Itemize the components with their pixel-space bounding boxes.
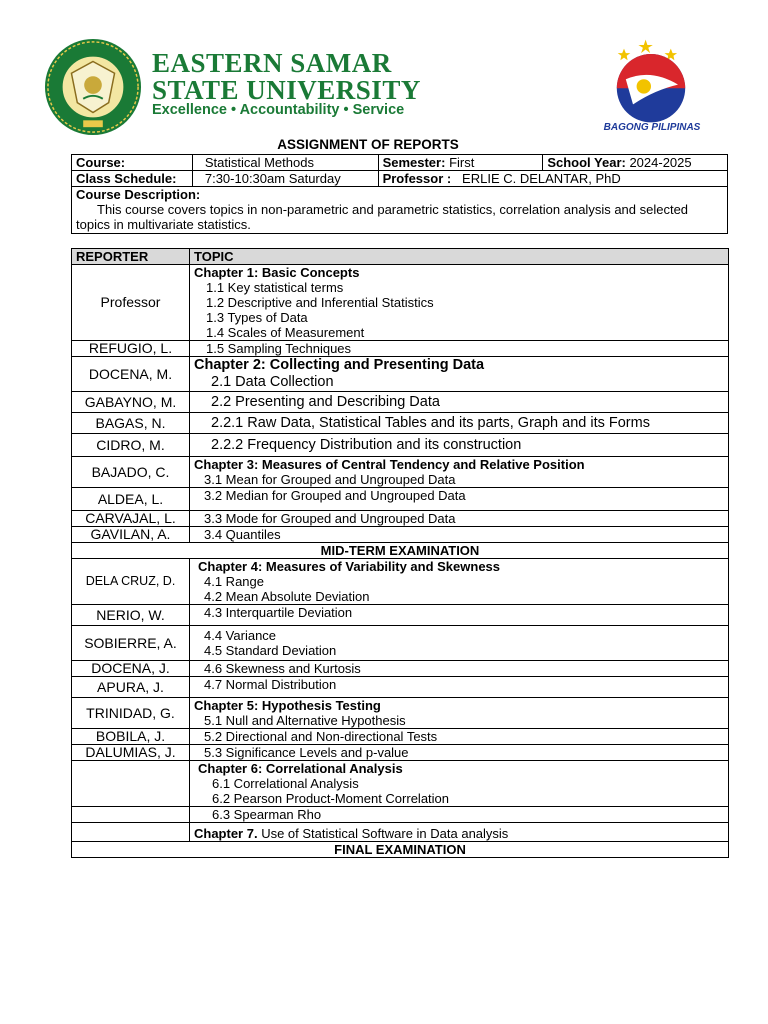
topic-cell (190, 527, 729, 543)
chapter-heading: Chapter 5: Hypothesis Testing (194, 698, 381, 713)
topic-item: 1.3 Types of Data (206, 310, 308, 325)
table-row (72, 605, 729, 626)
table-row (72, 527, 729, 543)
reporter-cell: NERIO, W. (72, 605, 190, 626)
topic-item: 3.2 Median for Grouped and Ungrouped Data (204, 488, 466, 503)
reporter-cell: DOCENA, J. (72, 661, 190, 677)
professor-cell (378, 171, 727, 187)
topic-item: 1.5 Sampling Techniques (206, 341, 352, 356)
reporter-cell: BAJADO, C. (72, 457, 190, 488)
table-row (72, 677, 729, 698)
topic-cell (190, 729, 729, 745)
school-year-label: School Year: (547, 155, 626, 170)
reporter-cell: APURA, J. (72, 677, 190, 698)
topic-cell (190, 511, 729, 527)
topic-cell (190, 626, 729, 661)
course-description-text: This course covers topics in non-parametric and parametric statistics, correlation analysis and selected topics in multivariate statistics. (76, 202, 689, 232)
table-row (72, 661, 729, 677)
topic-item: 3.3 Mode for Grouped and Ungrouped Data (204, 511, 456, 526)
topic-cell (190, 698, 729, 729)
reporter-cell: DOCENA, M. (72, 357, 190, 392)
reporter-cell: SOBIERRE, A. (72, 626, 190, 661)
topic-item: 2.2.2 Frequency Distribution and its construction (211, 436, 522, 453)
topic-cell (190, 434, 729, 457)
course-description-cell (72, 187, 728, 234)
midterm-exam-label: MID-TERM EXAMINATION (72, 543, 729, 559)
topic-item: 3.4 Quantiles (204, 527, 281, 542)
topic-item: 6.1 Correlational Analysis (212, 776, 359, 791)
chapter-heading: Chapter 1: Basic Concepts (194, 265, 360, 280)
table-row (72, 434, 729, 457)
reporter-cell: DALUMIAS, J. (72, 745, 190, 761)
table-row (72, 488, 729, 511)
topic-cell (190, 265, 729, 341)
document-title: ASSIGNMENT OF REPORTS (277, 137, 459, 152)
course-description-label: Course Description: (76, 187, 201, 202)
table-header-row (72, 249, 729, 265)
midterm-exam-row (72, 543, 729, 559)
reporter-cell (72, 807, 190, 823)
bagong-pilipinas-label: BAGONG PILIPINAS (603, 122, 701, 133)
reporter-cell (72, 823, 190, 842)
reporter-cell: GAVILAN, A. (72, 527, 190, 543)
chapter-heading: Chapter 4: Measures of Variability and Skewness (198, 559, 501, 574)
topic-cell (190, 559, 729, 605)
topic-item: 2.1 Data Collection (211, 374, 334, 390)
reporter-cell: BOBILA, J. (72, 729, 190, 745)
reporter-cell: BAGAS, N. (72, 413, 190, 434)
table-row (72, 265, 729, 341)
course-info-table (71, 154, 728, 234)
final-exam-label: FINAL EXAMINATION (72, 842, 729, 858)
table-row (72, 807, 729, 823)
topic-item: 5.3 Significance Levels and p-value (204, 745, 409, 760)
topic-item: 4.7 Normal Distribution (204, 677, 337, 692)
chapter-heading: Chapter 2: Collecting and Presenting Data (194, 357, 485, 373)
bagong-pilipinas-logo (606, 36, 696, 126)
topic-cell (190, 357, 729, 392)
course-value: Statistical Methods (192, 155, 378, 171)
chapter-heading: Chapter 6: Correlational Analysis (198, 761, 403, 776)
chapter-heading: Chapter 3: Measures of Central Tendency and Relative Position (194, 457, 585, 472)
topic-item: 1.1 Key statistical terms (206, 280, 344, 295)
university-seal (44, 38, 142, 136)
table-row (72, 341, 729, 357)
semester-label: Semester: (382, 155, 446, 170)
table-row (72, 457, 729, 488)
school-year-cell (543, 155, 728, 171)
topic-cell (190, 392, 729, 413)
topic-item: 4.1 Range (204, 574, 264, 589)
schedule-value: 7:30-10:30am Saturday (192, 171, 378, 187)
schedule-label: Class Schedule: (72, 171, 193, 187)
reporter-cell: Professor (72, 265, 190, 341)
topic-item: 6.3 Spearman Rho (212, 807, 322, 822)
table-row (72, 413, 729, 434)
table-row (72, 559, 729, 605)
semester-value: First (449, 155, 475, 170)
university-name-line2: STATE UNIVERSITY (152, 75, 421, 105)
topic-cell (190, 745, 729, 761)
reporter-cell: GABAYNO, M. (72, 392, 190, 413)
reporter-cell: CARVAJAL, L. (72, 511, 190, 527)
table-row (72, 511, 729, 527)
topic-cell (190, 661, 729, 677)
table-row (72, 745, 729, 761)
topic-item: Use of Statistical Software in Data analysis (261, 826, 509, 841)
semester-cell (378, 155, 543, 171)
topic-item: 4.2 Mean Absolute Deviation (204, 589, 370, 604)
university-name-line1: EASTERN SAMAR (152, 48, 392, 78)
topic-cell (190, 807, 729, 823)
reporter-cell: ALDEA, L. (72, 488, 190, 511)
topic-item: 5.2 Directional and Non-directional Tests (204, 729, 438, 744)
professor-label: Professor : (382, 171, 452, 186)
description-row (72, 187, 728, 234)
topic-column-header: TOPIC (190, 249, 729, 265)
table-row (72, 698, 729, 729)
topic-cell (190, 413, 729, 434)
topic-cell (190, 677, 729, 698)
course-row (72, 155, 728, 171)
topic-cell (190, 823, 729, 842)
reporter-cell: DELA CRUZ, D. (72, 559, 190, 605)
table-row (72, 761, 729, 807)
table-row (72, 626, 729, 661)
topic-item: 4.6 Skewness and Kurtosis (204, 661, 361, 676)
topic-cell (190, 605, 729, 626)
table-row (72, 392, 729, 413)
schedule-row (72, 171, 728, 187)
topic-item: 1.4 Scales of Measurement (206, 325, 365, 340)
topic-item: 2.2.1 Raw Data, Statistical Tables and its parts, Graph and its Forms (211, 414, 650, 431)
table-row (72, 823, 729, 842)
professor-value: ERLIE C. DELANTAR, PhD (462, 171, 621, 186)
topic-item: 5.1 Null and Alternative Hypothesis (204, 713, 406, 728)
topic-item: 4.5 Standard Deviation (204, 643, 337, 658)
topic-item: 6.2 Pearson Product-Moment Correlation (212, 791, 450, 806)
topic-cell (190, 457, 729, 488)
topic-item: 2.2 Presenting and Describing Data (211, 393, 440, 410)
topic-item: 4.4 Variance (204, 628, 277, 643)
topic-cell (190, 761, 729, 807)
course-label: Course: (72, 155, 193, 171)
reporter-cell (72, 761, 190, 807)
reporter-cell: REFUGIO, L. (72, 341, 190, 357)
reporter-cell: TRINIDAD, G. (72, 698, 190, 729)
topic-item: 1.2 Descriptive and Inferential Statistics (206, 295, 434, 310)
topic-item: 3.1 Mean for Grouped and Ungrouped Data (204, 472, 456, 487)
topic-cell (190, 488, 729, 511)
chapter-heading: Chapter 7. (194, 826, 258, 841)
university-name (152, 50, 421, 104)
topic-item: 4.3 Interquartile Deviation (204, 605, 353, 620)
table-row (72, 729, 729, 745)
table-row (72, 357, 729, 392)
school-year-value: 2024-2025 (629, 155, 692, 170)
university-motto: Excellence • Accountability • Service (152, 102, 405, 118)
reporter-column-header: REPORTER (72, 249, 190, 265)
topic-cell (190, 341, 729, 357)
reporter-cell: CIDRO, M. (72, 434, 190, 457)
final-exam-row (72, 842, 729, 858)
reports-table (71, 248, 729, 858)
